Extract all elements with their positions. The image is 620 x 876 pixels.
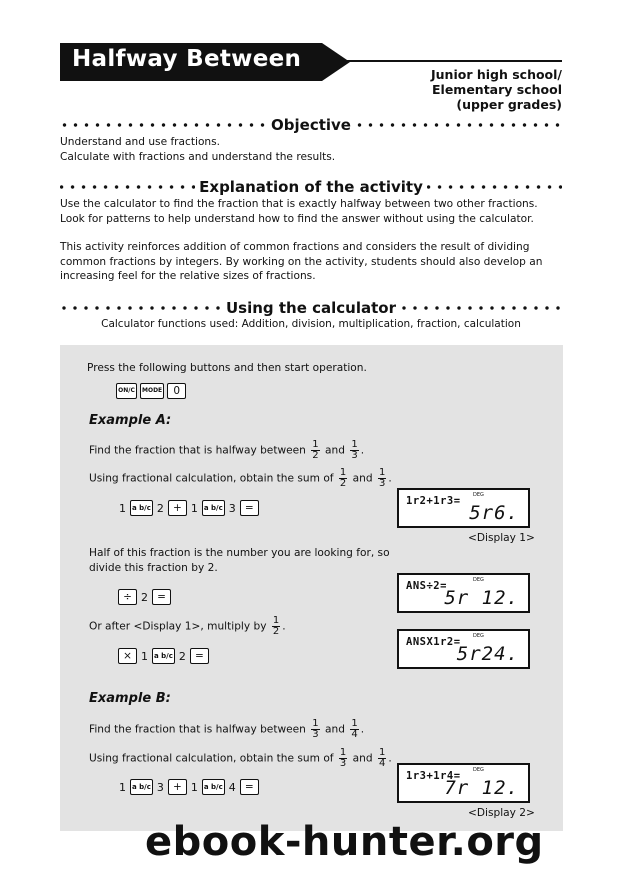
dot-leader: [60, 122, 267, 128]
display-1-caption: <Display 1>: [468, 532, 535, 544]
divide-key[interactable]: ÷: [118, 589, 137, 605]
fraction: $\frac{1}{2}$: [312, 439, 319, 461]
dot-leader: [400, 305, 562, 311]
plus-key[interactable]: +: [168, 779, 187, 795]
example-a-after: Or after <Display 1>, multiply by $\frac{1}{2}$ .: [89, 615, 286, 637]
fraction-key[interactable]: a b/c: [202, 779, 225, 795]
watermark: ebook-hunter.org: [145, 819, 544, 865]
panel-intro: Press the following buttons and then start operation.: [87, 362, 367, 374]
fraction: $\frac{1}{4}$: [351, 718, 358, 740]
start-keys: [116, 383, 186, 399]
on-c-key[interactable]: ON/C: [116, 383, 137, 399]
objective-heading: Objective: [60, 116, 562, 134]
example-b-find: Find the fraction that is halfway between $\frac{1}{3}$ and $\frac{1}{4}$ .: [89, 718, 365, 740]
fraction-key[interactable]: a b/c: [152, 648, 175, 664]
example-b-title: Example B:: [89, 691, 171, 706]
example-a-find: Find the fraction that is halfway between $\frac{1}{2}$ and $\frac{1}{3}$ .: [89, 439, 365, 461]
display-multiply: ANSX1r2= DEG 5r24.: [397, 629, 530, 669]
example-a-half: Half of this fraction is the number you are looking for, so divide this fraction by 2.: [89, 547, 390, 574]
fraction-key[interactable]: a b/c: [130, 779, 153, 795]
example-b-keys-sum: 1 a b/c 3 + 1 a b/c 4 =: [118, 779, 259, 795]
example-b-sum: Using fractional calculation, obtain the sum of $\frac{1}{3}$ and $\frac{1}{4}$ .: [89, 747, 392, 769]
explanation-heading: Explanation of the activity: [60, 178, 562, 196]
dot-leader: [427, 184, 562, 190]
fraction: $\frac{1}{2}$: [272, 615, 280, 637]
fraction: $\frac{1}{2}$: [339, 467, 347, 489]
mode-key[interactable]: MODE: [140, 383, 164, 399]
explanation-para-1: Use the calculator to find the fraction that is exactly halfway between two other fractions. Look for patterns to help understand how to find the answer without using the calculator.: [60, 198, 538, 225]
fraction-key[interactable]: a b/c: [130, 500, 153, 516]
example-a-sum: Using fractional calculation, obtain the sum of $\frac{1}{2}$ and $\frac{1}{3}$ .: [89, 467, 392, 489]
fraction: $\frac{1}{3}$: [378, 467, 386, 489]
page-title: Halfway Between: [72, 46, 302, 72]
fraction: $\frac{1}{3}$: [351, 439, 358, 461]
title-banner: [60, 43, 350, 81]
zero-key[interactable]: 0: [167, 383, 186, 399]
equals-key[interactable]: =: [240, 779, 259, 795]
equals-key[interactable]: =: [240, 500, 259, 516]
example-a-keys-multiply: × 1 a b/c 2 =: [118, 648, 209, 664]
calculator-heading: Using the calculator: [60, 299, 562, 317]
dot-leader: [60, 184, 195, 190]
explanation-para-2: This activity reinforces addition of common fractions and considers the result of dividing common fractions by integers. By working on the activity, students should also develop an increasing feel for the relative sizes of fractions.: [60, 241, 543, 282]
dot-leader: [355, 122, 562, 128]
example-a-title: Example A:: [89, 413, 172, 428]
fraction: $\frac{1}{3}$: [339, 747, 347, 769]
dot-leader: [60, 305, 222, 311]
display-2: 1r3+1r4= DEG 7r 12.: [397, 763, 530, 803]
fraction: $\frac{1}{3}$: [312, 718, 319, 740]
display-1: 1r2+1r3= DEG 5r6.: [397, 488, 530, 528]
plus-key[interactable]: +: [168, 500, 187, 516]
fraction-key[interactable]: a b/c: [202, 500, 225, 516]
display-divide: ANS÷2= DEG 5r 12.: [397, 573, 530, 613]
equals-key[interactable]: =: [152, 589, 171, 605]
example-a-keys-sum: 1 a b/c 2 + 1 a b/c 3 =: [118, 500, 259, 516]
equals-key[interactable]: =: [190, 648, 209, 664]
display-2-caption: <Display 2>: [468, 807, 535, 819]
title-rule: [345, 60, 562, 62]
fraction: $\frac{1}{4}$: [378, 747, 386, 769]
multiply-key[interactable]: ×: [118, 648, 137, 664]
grade-level: Junior high school/ Elementary school (upper grades): [431, 67, 562, 112]
objective-text: Understand and use fractions. Calculate with fractions and understand the results.: [60, 136, 336, 163]
example-a-keys-divide: ÷ 2 =: [118, 589, 171, 605]
instruction-panel: [60, 345, 563, 831]
calculator-functions: Calculator functions used: Addition, division, multiplication, fraction, calculation: [101, 318, 521, 330]
